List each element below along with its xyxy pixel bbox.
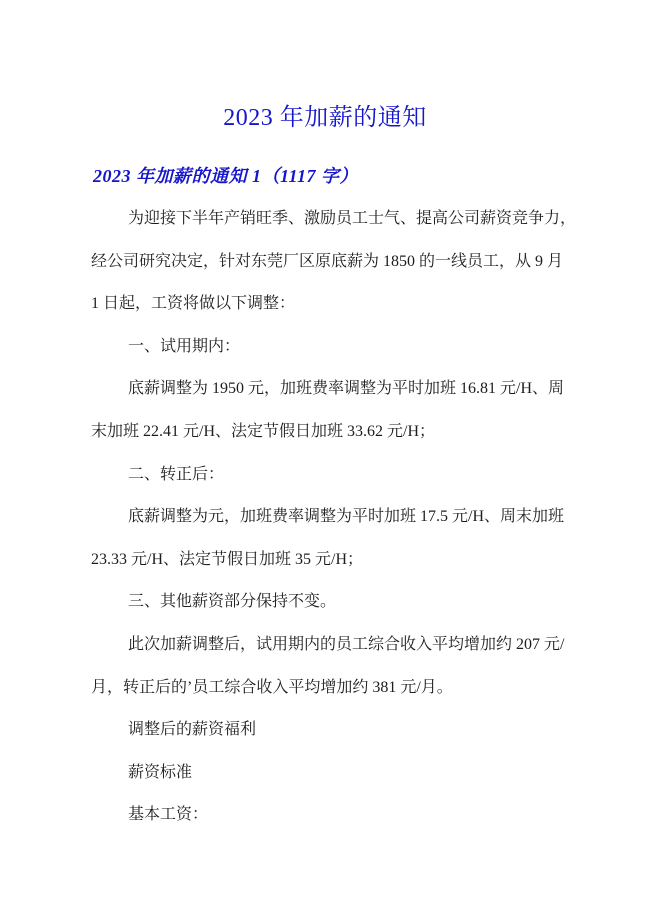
body-line: 23.33 元/H、法定节假日加班 35 元/H； <box>91 550 364 568</box>
body-line: 经公司研究决定，针对东莞厂区原底薪为 1850 的一线员工，从 9 月 <box>91 252 564 270</box>
section-heading: 2023 年加薪的通知 1（1117 字） <box>93 166 359 186</box>
body-line: 此次加薪调整后，试用期内的员工综合收入平均增加约 207 元/ <box>128 635 565 653</box>
body-line: 1 日起，工资将做以下调整： <box>91 295 296 313</box>
body-line: 三、其他薪资部分保持不变。 <box>128 593 337 611</box>
body-line: 底薪调整为 1950 元，加班费率调整为平时加班 16.81 元/H、周 <box>128 380 565 398</box>
body-line: 月，转正后的’员工综合收入平均增加约 381 元/月。 <box>91 678 453 696</box>
body-line: 薪资标准 <box>128 763 193 781</box>
body-line: 为迎接下半年产销旺季、激励员工士气、提高公司薪资竞争力， <box>128 210 577 227</box>
document-title: 2023 年加薪的通知 <box>223 105 427 131</box>
body-line: 末加班 22.41 元/H、法定节假日加班 33.62 元/H； <box>91 422 436 440</box>
body-line: 基本工资： <box>128 806 209 824</box>
body-line: 调整后的薪资福利 <box>128 721 257 739</box>
document-body <box>91 198 577 837</box>
body-line: 底薪调整为元，加班费率调整为平时加班 17.5 元/H、周末加班 <box>128 508 565 526</box>
body-line: 一、试用期内： <box>128 337 241 355</box>
body-line: 二、转正后： <box>128 465 225 483</box>
